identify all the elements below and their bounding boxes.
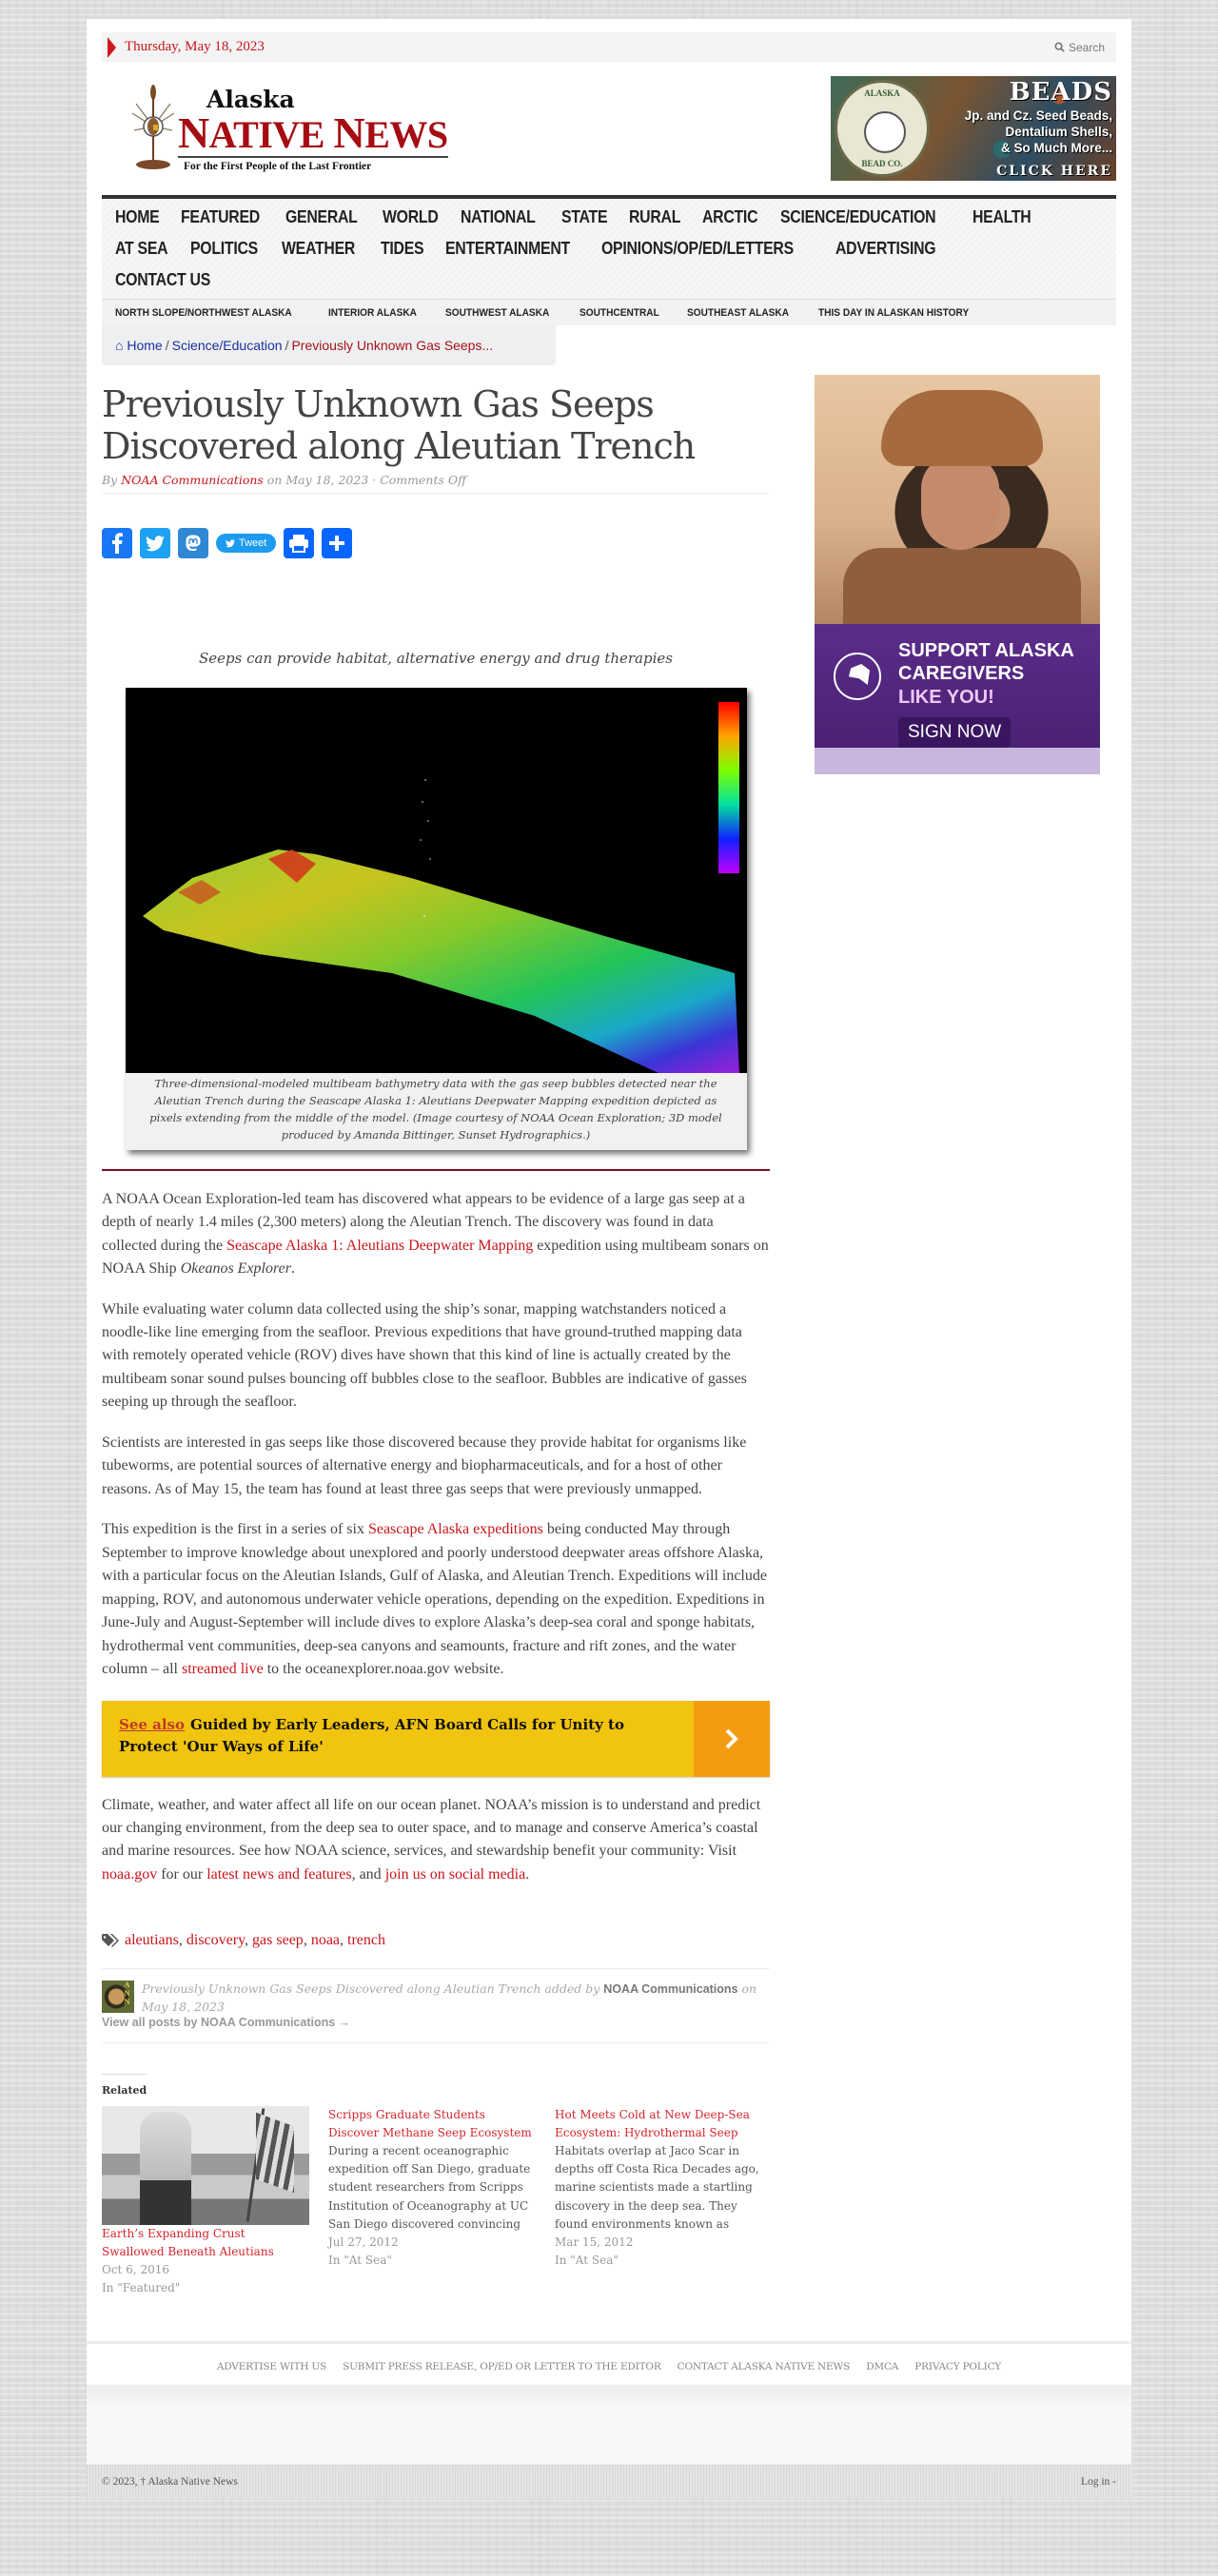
footer-contact-link[interactable]: CONTACT ALASKA NATIVE NEWS	[677, 2361, 851, 2373]
ad-title: BEADS	[1009, 78, 1112, 107]
content-divider	[102, 1169, 770, 1171]
nav-featured[interactable]: FEATURED	[180, 207, 260, 226]
paragraph-3: Scientists are interested in gas seeps like those discovered because they provide habitat for organisms like tubeworms, are potential sources of alternative energy and biopharmaceuticals, and for a host of other reasons. As of May 15, the team has found at least three gas seeps that were previously unmapped.	[102, 1434, 747, 1497]
share-twitter-button[interactable]	[140, 528, 170, 558]
article-subtitle: Seeps can provide habitat, alternative energy and drug therapies	[199, 650, 673, 668]
related-post-excerpt: During a recent oceanographic expedition off San Diego, graduate student researchers from Scripps Institution of Oceanography at UC San Diego discovered convincing	[328, 2144, 531, 2231]
related-post	[555, 2106, 762, 2298]
noaa-gov-link[interactable]: noaa.gov	[102, 1865, 158, 1883]
ad-headline: SUPPORT ALASKA CAREGIVERS LIKE YOU!	[898, 640, 1074, 708]
related-post-category: In "At Sea"	[555, 2254, 619, 2268]
nav-home[interactable]: HOME	[115, 207, 160, 226]
tweet-button[interactable]: Tweet	[216, 534, 276, 553]
social-media-link[interactable]: join us on social media	[384, 1865, 526, 1883]
nav-contact-us[interactable]: CONTACT US	[115, 270, 211, 289]
view-all-posts-link[interactable]: View all posts by NOAA Communications →	[102, 2015, 351, 2029]
nav-national[interactable]: NATIONAL	[461, 207, 537, 226]
logo-native-news-text: NATIVE NEWS	[178, 108, 448, 157]
related-post-title[interactable]: Scripps Graduate Students Discover Methane Seep Ecosystem	[328, 2107, 532, 2139]
paragraph-5: Climate, weather, and water affect all life on our ocean planet. NOAA’s mission is to understand and predict our changing environment, from the deep sea to outer space, and to manage and conserve America’s coastal and marine resources. See how NOAA science, services, and stewardship benefit your community: Visit noaa.gov for our latest news and features, and join us on social media.	[102, 1796, 761, 1883]
chevron-right-icon	[724, 1728, 739, 1749]
ad-photo	[815, 375, 1100, 624]
nav-advertising[interactable]: ADVERTISING	[835, 239, 936, 258]
subnav-this-day[interactable]: THIS DAY IN ALASKAN HISTORY	[818, 306, 970, 319]
breadcrumb: ⌂ Home / Science/Education / Previously Unknown Gas Seeps...	[102, 325, 556, 365]
related-post-date: Mar 15, 2012	[555, 2234, 634, 2249]
author-avatar: ANN	[102, 1981, 134, 2013]
tag-link[interactable]: aleutians	[125, 1932, 179, 1949]
share-facebook-button[interactable]	[102, 528, 132, 558]
see-also-label[interactable]: See also	[119, 1715, 186, 1733]
tag-link[interactable]: gas seep	[252, 1932, 304, 1949]
author-link[interactable]: NOAA Communications	[121, 473, 264, 488]
facebook-icon	[110, 533, 124, 554]
subnav-interior[interactable]: INTERIOR ALASKA	[327, 306, 417, 319]
nav-rural[interactable]: RURAL	[628, 207, 680, 226]
login-link[interactable]: Log in -	[1080, 2476, 1116, 2488]
plus-icon	[328, 535, 345, 552]
author-box-name[interactable]: NOAA Communications	[603, 1982, 738, 1997]
nav-politics[interactable]: POLITICS	[189, 239, 258, 258]
search-label: Search	[1068, 40, 1105, 54]
latest-news-link[interactable]: latest news and features	[206, 1865, 352, 1883]
see-also-arrow-button[interactable]	[694, 1701, 770, 1777]
alaska-caregivers-logo-icon	[834, 653, 881, 700]
search-icon	[1054, 42, 1065, 52]
tag-list: aleutians, discovery, gas seep, noaa, trench	[102, 1932, 770, 1949]
related-divider	[102, 2074, 147, 2075]
nav-at-sea[interactable]: AT SEA	[115, 239, 168, 258]
print-icon	[288, 534, 309, 553]
nav-world[interactable]: WORLD	[382, 207, 439, 226]
related-post-image[interactable]	[102, 2106, 309, 2225]
share-mastodon-button[interactable]	[178, 528, 208, 558]
subnav-southwest[interactable]: SOUTHWEST ALASKA	[444, 306, 550, 319]
logo-alaska-text: Alaska	[206, 86, 295, 113]
nav-health[interactable]: HEALTH	[972, 207, 1031, 226]
sign-now-button[interactable]: SIGN NOW	[898, 717, 1011, 748]
subnav-southeast[interactable]: SOUTHEAST ALASKA	[686, 306, 789, 319]
sub-nav	[102, 299, 1116, 325]
tag-link[interactable]: discovery	[186, 1932, 246, 1949]
seascape-alaska-1-link[interactable]: Seascape Alaska 1: Aleutians Deepwater Mapping	[226, 1237, 534, 1254]
logo-emblem-icon	[130, 85, 176, 172]
footer-widget-area	[87, 2385, 1131, 2465]
breadcrumb-section[interactable]: Science/Education	[171, 338, 283, 353]
breadcrumb-home[interactable]: ⌂ Home	[115, 338, 163, 353]
nav-weather[interactable]: WEATHER	[282, 239, 356, 258]
paragraph-2: While evaluating water column data collected using the ship’s sonar, mapping watchstanders noticed a noodle-like line emerging from the seafloor. Previous expeditions that have ground-truthed mapping data with remotely operated vehicle (ROV) dives have shown that this kind of line is actually created by the multibeam sonar sound pulses bouncing off bubbles close to the seafloor. Bubbles are indicative of gasses seeping up through the seafloor.	[102, 1300, 747, 1411]
byline: By NOAA Communications on May 18, 2023 · Comments Off	[102, 473, 770, 494]
author-box-text: Previously Unknown Gas Seeps Discovered along Aleutian Trench added by NOAA Communications on May 18, 2023	[142, 1981, 757, 2014]
date-flag-icon	[108, 37, 116, 58]
paragraph-4: This expedition is the first in a series of six Seascape Alaska expeditions being conducted May through September to improve knowledge about unexplored and poorly understood deepwater areas offshore Alaska, with a particular focus on the Aleutian Islands, Gulf of Alaska, and Aleutian Trench. Expeditions will include mapping, ROV, and autonomous underwater vehicle operations, depending on the expedition. Expeditions in June-July and August-September will include dives to explore Alaska’s deep-sea coral and sponge habitats, hydrothermal vent communities, deep-sea canyons and seamounts, fracture and rift zones, and the water column – all streamed live to the oceanexplorer.noaa.gov website.	[102, 1521, 767, 1678]
sidebar-ad-caregivers[interactable]	[815, 375, 1100, 774]
nav-entertainment[interactable]: ENTERTAINMENT	[444, 239, 570, 258]
home-icon: ⌂	[115, 338, 124, 353]
tag-link[interactable]: trench	[347, 1932, 385, 1949]
nav-opinions[interactable]: OPINIONS/OP/ED/LETTERS	[601, 239, 795, 258]
date-text: Thursday, May 18, 2023	[125, 39, 265, 54]
share-bar	[102, 528, 770, 558]
related-post-category: In "Featured"	[102, 2281, 181, 2295]
twitter-icon	[146, 536, 165, 552]
share-more-button[interactable]	[322, 528, 352, 558]
site-logo[interactable]	[130, 85, 448, 172]
see-also-title[interactable]: Guided by Early Leaders, AFN Board Calls for Unity to Protect 'Our Ways of Life'	[119, 1715, 624, 1755]
related-posts	[102, 2106, 770, 2298]
related-post-excerpt: Habitats overlap at Jaco Scar in depths off Costa Rica Decades ago, marine scientists made a startling discovery in the deep sea. They found environments known as	[555, 2144, 759, 2231]
related-post-category: In "At Sea"	[328, 2254, 392, 2268]
dog-icon	[864, 111, 906, 153]
seascape-expeditions-link[interactable]: Seascape Alaska expeditions	[367, 1521, 543, 1538]
related-post-date: Jul 27, 2012	[328, 2234, 399, 2249]
breadcrumb-current: Previously Unknown Gas Seeps...	[291, 338, 494, 353]
site-header	[102, 62, 1116, 195]
logo-tagline: For the First People of the Last Frontier	[184, 161, 372, 172]
article-title: Previously Unknown Gas Seeps Discovered along Aleutian Trench	[102, 383, 696, 467]
page-container	[87, 19, 1131, 2498]
footer-dmca-link[interactable]: DMCA	[866, 2361, 899, 2373]
main-nav	[102, 195, 1116, 299]
nav-tides[interactable]: TIDES	[381, 239, 424, 258]
related-heading: Related	[102, 2083, 147, 2097]
subnav-north-slope[interactable]: NORTH SLOPE/NORTHWEST ALASKA	[115, 306, 292, 319]
see-also-box[interactable]	[102, 1701, 770, 1777]
footer-nav	[87, 2341, 1131, 2385]
copyright-bar	[87, 2465, 1131, 2498]
article-figure	[126, 688, 747, 1149]
footer-privacy-link[interactable]: PRIVACY POLICY	[914, 2361, 1002, 2373]
ad-lines: Jp. and Cz. Seed Beads, Dentalium Shells, & So Much More...	[964, 108, 1112, 155]
related-post	[102, 2106, 309, 2298]
current-date	[108, 37, 265, 58]
footer-submit-link[interactable]: SUBMIT PRESS RELEASE, OP/ED OR LETTER TO THE EDITOR	[343, 2361, 661, 2373]
article	[102, 384, 770, 2297]
nav-science-education[interactable]: SCIENCE/EDUCATION	[780, 207, 936, 226]
twitter-bird-icon	[226, 539, 235, 548]
bathymetry-image[interactable]	[126, 688, 747, 1073]
streamed-live-link[interactable]: streamed live	[181, 1661, 264, 1678]
related-post-title[interactable]: Earth’s Expanding Crust Swallowed Beneath Aleutians	[102, 2226, 274, 2258]
related-post-title[interactable]: Hot Meets Cold at New Deep-Sea Ecosystem: Hydrothermal Seep	[555, 2107, 750, 2139]
bead-company-badge: ALASKA BEAD CO.	[835, 80, 930, 177]
sidebar	[815, 375, 1100, 2297]
share-print-button[interactable]	[284, 528, 314, 558]
figure-caption: Three-dimensional-modeled multibeam bathymetry data with the gas seep bubbles detected near the Aleutian Trench during the Seascape Alaska 1: Aleutians Deepwater Mapping expedition depicted as pixels extending from the middle of the model. (Image courtesy of NOAA Ocean Exploration; 3D model produced by Amanda Bittinger, Sunset Hydrographics.)	[149, 1077, 722, 1142]
author-box	[102, 1968, 770, 2042]
related-post-date: Oct 6, 2016	[102, 2263, 169, 2277]
ad-cta: CLICK HERE	[996, 164, 1112, 179]
nav-arctic[interactable]: ARCTIC	[702, 207, 758, 226]
footer-advertise-link[interactable]: ADVERTISE WITH US	[216, 2361, 327, 2373]
mastodon-icon	[184, 534, 203, 553]
related-post	[328, 2106, 536, 2298]
tags-icon	[102, 1934, 119, 1947]
header-ad-beads[interactable]	[831, 76, 1116, 181]
copyright-text: © 2023, † Alaska Native News	[102, 2476, 238, 2488]
nav-general[interactable]: GENERAL	[285, 207, 358, 226]
top-bar	[102, 32, 1116, 62]
paragraph-1: A NOAA Ocean Exploration-led team has discovered what appears to be evidence of a large gas seep at a depth of nearly 1.4 miles (2,300 meters) along the Aleutian Trench. The discovery was found in data collected during the Seascape Alaska 1: Aleutians Deepwater Mapping expedition using multibeam sonars on NOAA Ship Okeanos Explorer.	[102, 1190, 769, 1278]
subnav-southcentral[interactable]: SOUTHCENTRAL	[579, 306, 659, 319]
tag-link[interactable]: noaa	[310, 1932, 341, 1949]
search-button[interactable]	[1054, 41, 1105, 54]
nav-state[interactable]: STATE	[560, 207, 607, 226]
